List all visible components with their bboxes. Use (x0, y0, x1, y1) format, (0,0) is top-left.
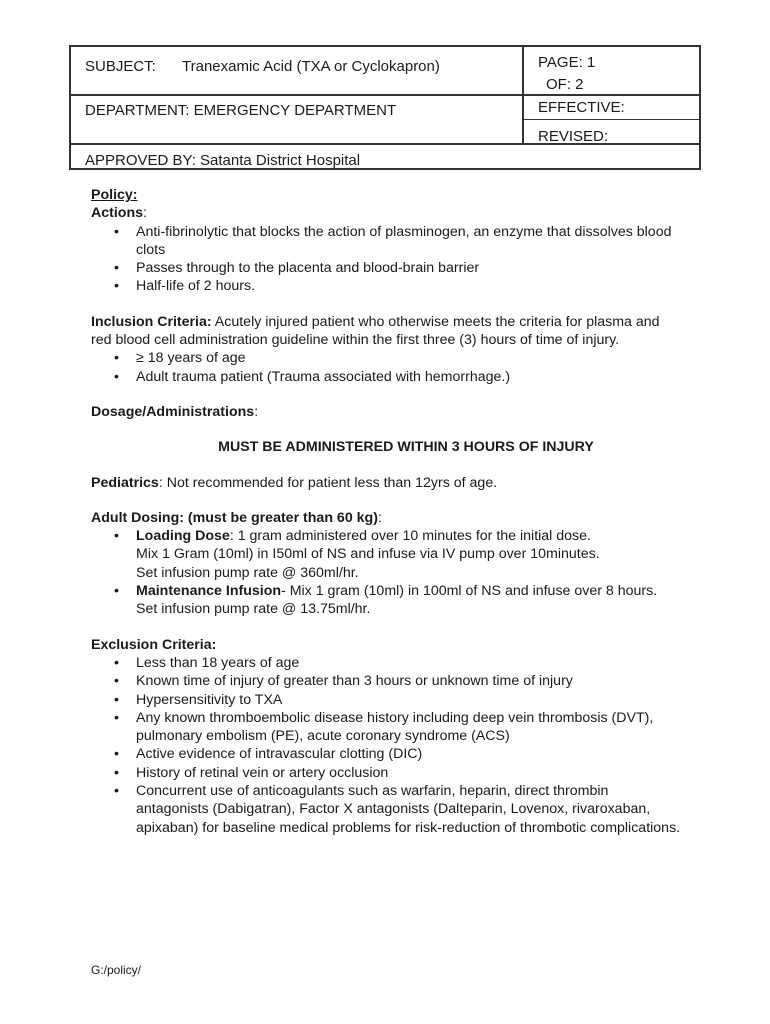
list-item: • Concurrent use of anticoagulants such as warfarin, heparin, direct thrombin antagonists (Dabigatran), Factor X antagonists (Dalteparin, Lovenox, rivaroxaban, apixaban) for baseline medical problems for risk-reduction of thrombotic complications. (91, 782, 681, 837)
pediatrics-paragraph: Pediatrics: Not recommended for patient less than 12yrs of age. (91, 474, 498, 491)
adult-dosing-list (91, 527, 681, 618)
list-item: • Less than 18 years of age (91, 654, 681, 672)
header-divider (71, 94, 699, 96)
list-item: • Any known thromboembolic disease history including deep vein thrombosis (DVT), pulmonary embolism (PE), acute coronary syndrome (ACS) (91, 709, 681, 746)
policy-heading: Policy: (91, 187, 138, 203)
list-item: • Active evidence of intravascular clotting (DIC) (91, 745, 681, 763)
document-body (91, 186, 681, 837)
revised-label: REVISED: (538, 128, 609, 145)
page-of-label: OF: 2 (546, 76, 584, 93)
footer-path: G:/policy/ (91, 963, 142, 977)
inclusion-paragraph: Inclusion Criteria: Acutely injured patient who otherwise meets the criteria for plasma and red blood cell administration guideline within the first three (3) hours of time of injury. (91, 313, 660, 349)
inclusion-list (91, 349, 681, 386)
list-item: • Known time of injury of greater than 3 hours or unknown time of injury (91, 672, 681, 690)
list-item: • ≥ 18 years of age (91, 349, 681, 367)
list-item: • Hypersensitivity to TXA (91, 691, 681, 709)
actions-heading: Actions: (91, 205, 147, 222)
list-item: • Maintenance Infusion- Mix 1 gram (10ml) in 100ml of NS and infuse over 8 hours. Set infusion pump rate @ 13.75ml/hr. (91, 582, 681, 619)
exclusion-heading: Exclusion Criteria: (91, 636, 217, 653)
list-item: • Passes through to the placenta and blood-brain barrier (91, 259, 681, 277)
administration-warning: MUST BE ADMINISTERED WITHIN 3 HOURS OF INJURY (218, 439, 594, 456)
page-label: PAGE: 1 (538, 54, 596, 71)
header-table (69, 45, 701, 170)
department-label: DEPARTMENT: EMERGENCY DEPARTMENT (85, 102, 397, 119)
adult-dosing-heading: Adult Dosing: (must be greater than 60 kg): (91, 509, 382, 526)
header-divider (522, 119, 701, 120)
list-item: • Loading Dose: 1 gram administered over 10 minutes for the initial dose. Mix 1 Gram (10ml) in I50ml of NS and infuse via IV pump over 10minutes. Set infusion pump rate @ 360ml/hr. (91, 527, 681, 582)
list-item: • History of retinal vein or artery occlusion (91, 764, 681, 782)
dosage-heading: Dosage/Administrations: (91, 403, 259, 420)
actions-list (91, 223, 681, 296)
subject-value: Tranexamic Acid (TXA or Cyclokapron) (182, 58, 440, 75)
approved-by: APPROVED BY: Satanta District Hospital (85, 152, 361, 169)
list-item: • Anti-fibrinolytic that blocks the action of plasminogen, an enzyme that dissolves blood clots (91, 223, 681, 260)
subject-label: SUBJECT: (85, 58, 156, 75)
effective-label: EFFECTIVE: (538, 99, 625, 116)
exclusion-list (91, 654, 681, 837)
list-item: • Half-life of 2 hours. (91, 277, 681, 295)
list-item: • Adult trauma patient (Trauma associated with hemorrhage.) (91, 368, 681, 386)
